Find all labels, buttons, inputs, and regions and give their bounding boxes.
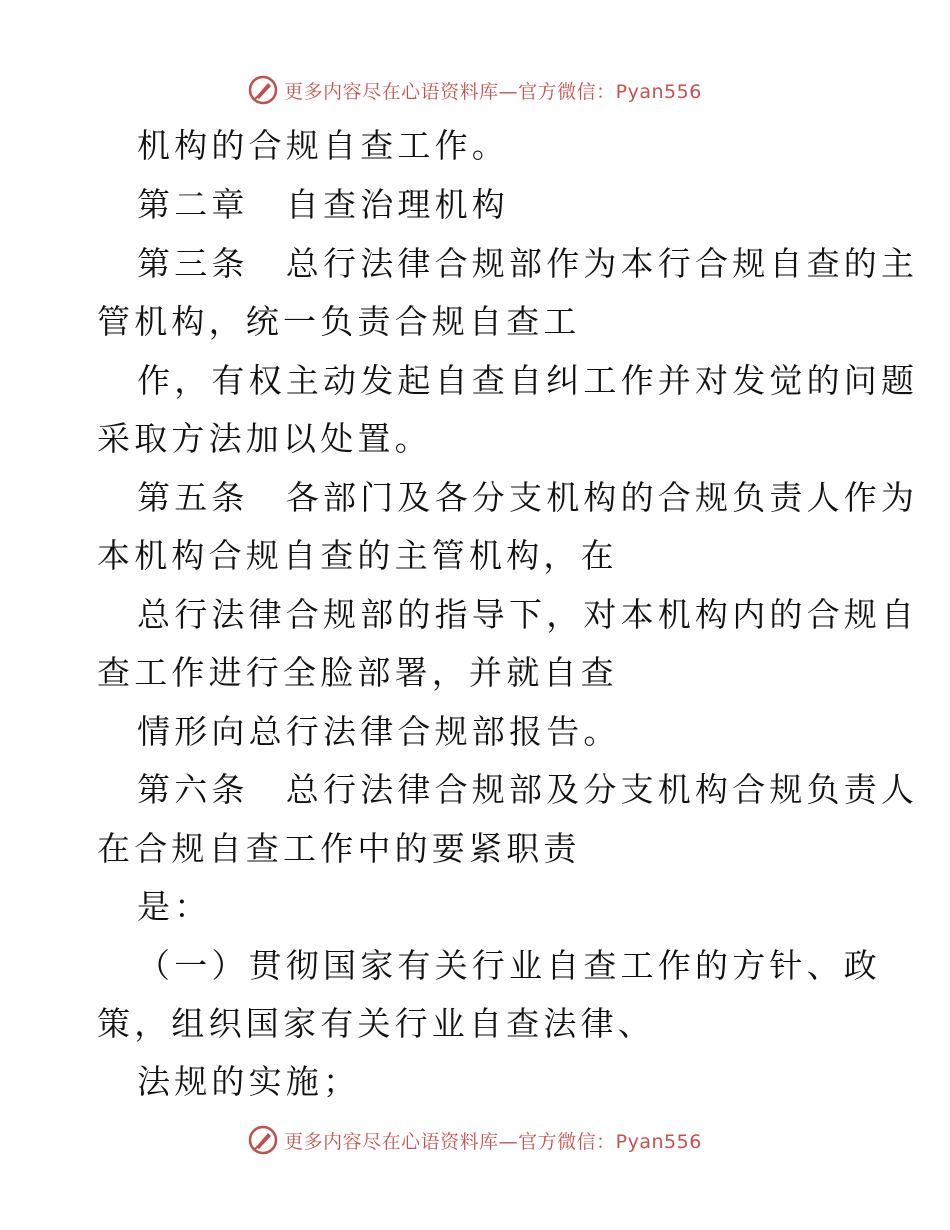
text-line: 策，组织国家有关行业自查法律、 xyxy=(97,1004,655,1043)
watermark-text: 更多内容尽在心语资料库—官方微信：Pyan556 xyxy=(284,1130,702,1153)
text-line: 作，有权主动发起自查自纠工作并对发觉的问题 xyxy=(137,361,919,400)
chapter-heading: 第二章 自查治理机构 xyxy=(137,185,509,224)
text-line: 情形向总行法律合规部报告。 xyxy=(137,712,621,751)
text-line: 第三条 总行法律合规部作为本行合规自查的主 xyxy=(137,244,919,283)
text-line: 查工作进行全脸部署，并就自查 xyxy=(97,653,618,692)
text-line: 总行法律合规部的指导下，对本机构内的合规自 xyxy=(137,595,919,634)
watermark-text: 更多内容尽在心语资料库—官方微信：Pyan556 xyxy=(284,80,702,103)
text-line: （一）贯彻国家有关行业自查工作的方针、政 xyxy=(137,946,881,985)
watermark-footer xyxy=(0,1120,950,1160)
text-line: 第五条 各部门及各分支机构的合规负责人作为 xyxy=(137,478,919,517)
text-line: 机构的合规自查工作。 xyxy=(137,126,509,165)
text-line: 是： xyxy=(137,887,212,926)
text-line: 法规的实施； xyxy=(137,1062,361,1101)
text-line: 采取方法加以处置。 xyxy=(97,419,432,458)
text-line: 本机构合规自查的主管机构，在 xyxy=(97,536,618,575)
watermark-header xyxy=(0,70,950,110)
quill-logo-icon xyxy=(248,75,278,105)
text-line: 第六条 总行法律合规部及分支机构合规负责人 xyxy=(137,770,919,809)
quill-logo-icon xyxy=(248,1125,278,1155)
text-line: 管机构，统一负责合规自查工 xyxy=(97,302,581,341)
text-line: 在合规自查工作中的要紧职责 xyxy=(97,829,581,868)
